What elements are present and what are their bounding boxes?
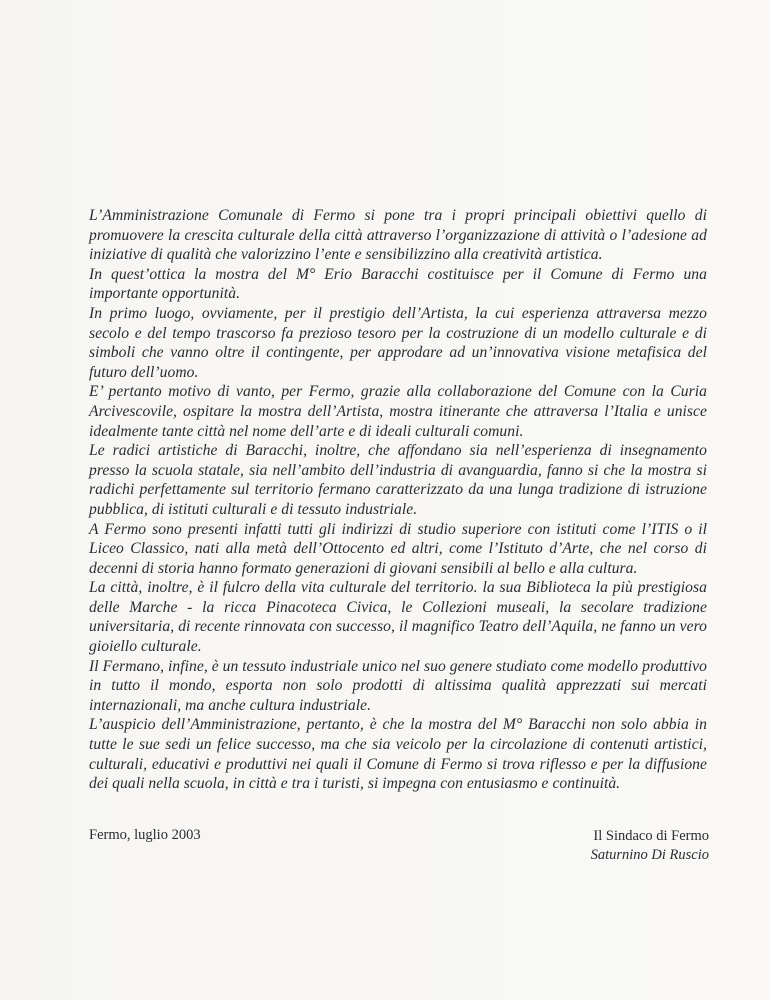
place-date: Fermo, luglio 2003 xyxy=(89,827,201,843)
paragraph-1: L’Amministrazione Comunale di Fermo si pone tra i propri principali obiettivi quello di promuovere la crescita culturale della città attraverso l’organizzazione di attività o l’adesione ad iniziative di qualità che valorizzino l’ente e sensibilizzino alla creatività artistica. xyxy=(89,207,707,264)
paragraph-8: Il Fermano, infine, è un tessuto industriale unico nel suo genere studiato come modello produttivo in tutto il mondo, esporta non solo prodotti di altissima qualità apprezzati sui mercati internazionali, ma anche cultura industriale. xyxy=(89,657,707,714)
paragraph-7: La città, inoltre, è il fulcro della vita culturale del territorio. la sua Biblioteca la più prestigiosa delle Marche - la ricca Pinacoteca Civica, le Collezioni museali, la secolare tradizione universitaria, di recente rinnovata con successo, il magnifico Teatro dell’Aquila, ne fanno un vero gioiello culturale. xyxy=(89,579,707,656)
paragraph-9: L’auspicio dell’Amministrazione, pertanto, è che la mostra del M° Baracchi non solo abbia in tutte le sue sedi un felice successo, ma che sia veicolo per la circolazione di contenuti artistici, culturali, educativi e produttivi nei quali il Comune di Fermo si trova riflesso e per la diffusione dei quali nella scuola, in città e tra i turisti, si impegna con entusiasmo e continuità. xyxy=(89,716,707,793)
paragraph-3: In primo luogo, ovviamente, per il prestigio dell’Artista, la cui esperienza attraversa mezzo secolo e del tempo trascorso fa prezioso tesoro per la costruzione di un modello culturale e di simboli che vanno oltre il contingente, per approdare ad un’innovativa visione metafisica del futuro dell’uomo. xyxy=(89,304,707,381)
paragraph-6: A Fermo sono presenti infatti tutti gli indirizzi di studio superiore con istituti come l’ITIS o il Liceo Classico, nati alla metà dell’Ottocento ed altri, come l’Istituto d’Arte, che nel corso di decenni di storia hanno formato generazioni di giovani sensibili al bello e alla cultura. xyxy=(89,520,707,577)
paragraph-4: E’ pertanto motivo di vanto, per Fermo, grazie alla collaborazione del Comune con la Curia Arcivescovile, ospitare la mostra dell’Artista, mostra itinerante che attraversa l’Italia e unisce idealmente tante città nel nome dell’arte e di ideali culturali comuni. xyxy=(89,383,707,440)
signatory-name: Saturnino Di Ruscio xyxy=(590,847,709,863)
paragraph-2: In quest’ottica la mostra del M° Erio Baracchi costituisce per il Comune di Fermo una importante opportunità. xyxy=(89,265,707,303)
signatory-title: Il Sindaco di Fermo xyxy=(593,828,709,844)
signature-block xyxy=(591,827,709,865)
letter-body xyxy=(89,206,707,794)
paragraph-5: Le radici artistiche di Baracchi, inoltre, che affondano sia nell’esperienza di insegnamento presso la scuola statale, sia nell’ambito dell’industria di avanguardia, fanno si che la mostra si radichi perfettamente sul territorio fermano caratterizzato da una lunga tradizione di istruzione pubblica, di istituti culturali e di tessuto industriale. xyxy=(89,442,707,518)
